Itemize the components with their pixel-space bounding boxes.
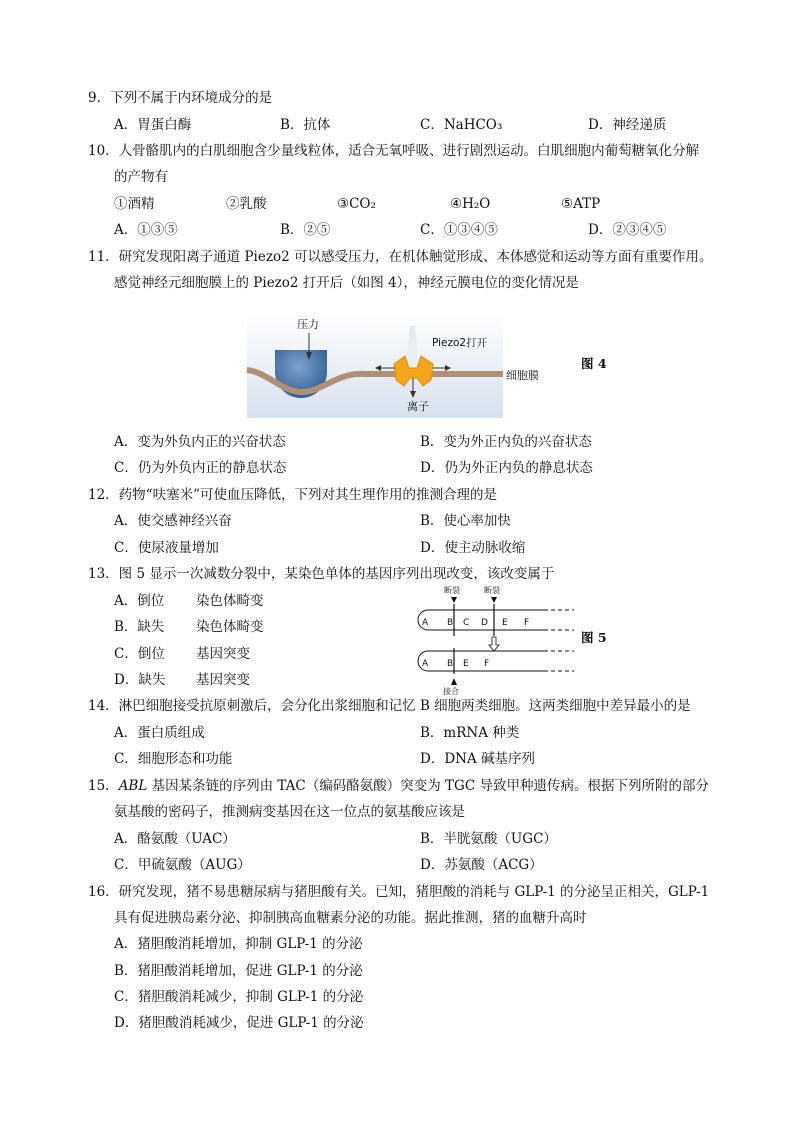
q9-option-d: D．神经递质	[588, 117, 667, 133]
q9-option-a: A．胃蛋白酶	[114, 117, 192, 133]
q16-option-d: D．猪胆酸消耗减少，促进 GLP-1 的分泌	[114, 1015, 364, 1031]
q12-stem: 12．药物“呋塞米”可使血压降低，下列对其生理作用的推测合理的是	[88, 487, 497, 503]
q10-item-5: ⑤ATP	[561, 196, 601, 212]
q16-option-b: B．猪胆酸消耗增加，促进 GLP-1 的分泌	[114, 963, 363, 979]
q10-item-1: ①酒精	[114, 196, 155, 212]
q11-option-a: A．变为外负内正的兴奋状态	[114, 434, 286, 450]
fig5-bottom-gene-e: E	[463, 659, 469, 669]
q11-option-b: B．变为外正内负的兴奋状态	[420, 434, 592, 450]
fig4-membrane-label: 细胞膜	[506, 369, 539, 382]
q11-stem-line2: 感觉神经元细胞膜上的 Piezo2 打开后（如图 4），神经元膜电位的变化情况是	[114, 275, 579, 291]
q11-stem-line1: 11．研究发现阳离子通道 Piezo2 可以感受压力，在机体触觉形成、本体感觉和运动等方面有重要作用。	[88, 249, 713, 265]
q15-option-a: A．酪氨酸（UAC）	[114, 831, 236, 847]
fig4-ion-label: 离子	[407, 400, 429, 413]
q10-stem-line1: 10．人骨骼肌内的白肌细胞含少量线粒体，适合无氧呼吸、进行剧烈运动。白肌细胞内葡萄糖氧化分解	[88, 143, 700, 159]
q12-option-a: A．使交感神经兴奋	[114, 513, 232, 529]
q13-stem: 13．图 5 显示一次减数分裂中，某染色单体的基因序列出现改变，该改变属于	[88, 566, 555, 582]
figure-5-chromosome-diagram	[414, 586, 574, 698]
q15-number: 15．	[88, 778, 119, 794]
q13-option-c-letter: C．倒位	[114, 646, 165, 662]
q10-option-b: B．②⑤	[280, 222, 331, 238]
q10-option-a: A．①③⑤	[114, 222, 178, 238]
q14-option-a: A．蛋白质组成	[114, 725, 205, 741]
q13-option-d-letter: D．缺失	[114, 672, 166, 688]
fig5-top-gene-b: B	[447, 618, 454, 628]
q10-item-3: ③CO₂	[337, 196, 376, 212]
fig5-top-gene-e: E	[502, 618, 508, 628]
fig5-break-label-1: 断裂	[444, 586, 460, 595]
fig5-top-gene-a: A	[422, 618, 429, 628]
q13-option-c-type: 基因突变	[196, 646, 250, 662]
q13-option-b-letter: B．缺失	[114, 619, 165, 635]
q12-option-c: C．使尿液量增加	[114, 540, 219, 556]
figure-4-label: 图 4	[581, 356, 607, 371]
fig5-bottom-gene-b: B	[447, 659, 454, 669]
q10-item-2: ②乳酸	[226, 196, 267, 212]
q9-option-b: B．抗体	[280, 117, 331, 133]
q14-stem: 14．淋巴细胞接受抗原刺激后，会分化出浆细胞和记忆 B 细胞两类细胞。这两类细胞中差异最小的是	[88, 698, 691, 714]
q13-option-b-type: 染色体畸变	[196, 619, 264, 635]
q10-stem-line2: 的产物有	[114, 169, 168, 185]
fig5-top-gene-f: F	[524, 618, 530, 628]
q15-gene-name: ABL	[118, 778, 148, 794]
q12-option-d: D．使主动脉收缩	[420, 540, 526, 556]
q15-stem-line1	[88, 777, 709, 795]
q16-option-c: C．猪胆酸消耗减少，抑制 GLP-1 的分泌	[114, 989, 364, 1005]
q13-option-a-type: 染色体畸变	[196, 593, 264, 609]
q12-option-b: B．使心率加快	[420, 513, 511, 529]
q16-option-a: A．猪胆酸消耗增加，抑制 GLP-1 的分泌	[114, 936, 363, 952]
fig5-top-gene-c: C	[463, 618, 470, 628]
q16-stem-line1: 16．研究发现，猪不易患糖尿病与猪胆酸有关。已知，猪胆酸的消耗与 GLP-1 的分泌呈正相关，GLP-1	[88, 884, 710, 900]
q15-stem-rest: 基因某条链的序列由 TAC（编码酪氨酸）突变为 TGC 导致甲种遗传病。根据下列所附的部分	[147, 778, 709, 794]
q13-option-d-type: 基因突变	[196, 672, 250, 688]
fig4-pressure-label: 压力	[297, 318, 319, 331]
q13-option-a-letter: A．倒位	[114, 593, 165, 609]
q14-option-c: C．细胞形态和功能	[114, 751, 233, 767]
fig5-bottom-gene-f: F	[484, 659, 490, 669]
q15-option-d: D．苏氨酸（ACG）	[420, 857, 543, 873]
q9-option-c: C．NaHCO₃	[420, 117, 503, 133]
q15-option-c: C．甲硫氨酸（AUG）	[114, 857, 251, 873]
q14-option-b: B．mRNA 种类	[420, 725, 520, 741]
fig5-bottom-gene-a: A	[422, 659, 429, 669]
figure-4-piezo2-diagram	[247, 310, 503, 418]
q10-option-c: C．①③④⑤	[420, 222, 498, 238]
q10-item-4: ④H₂O	[450, 196, 491, 212]
q14-option-d: D．DNA 碱基序列	[420, 751, 536, 767]
fig4-channel-label: Piezo2打开	[432, 337, 488, 349]
fig5-top-gene-d: D	[481, 618, 488, 628]
q16-stem-line2: 具有促进胰岛素分泌、抑制胰高血糖素分泌的功能。据此推测，猪的血糖升高时	[114, 910, 587, 926]
q11-option-d: D．仍为外正内负的静息状态	[420, 460, 593, 476]
figure-5-label: 图 5	[581, 630, 607, 645]
q11-option-c: C．仍为外负内正的静息状态	[114, 460, 287, 476]
fig5-join-label: 接合	[443, 687, 459, 696]
fig5-break-label-2: 断裂	[484, 586, 500, 595]
q15-option-b: B．半胱氨酸（UGC）	[420, 831, 557, 847]
q15-stem-line2: 氨基酸的密码子，推测病变基因在这一位点的氨基酸应该是	[114, 804, 465, 820]
q10-option-d: D．②③④⑤	[588, 222, 667, 238]
q9-stem: 9．下列不属于内环境成分的是	[88, 90, 273, 106]
